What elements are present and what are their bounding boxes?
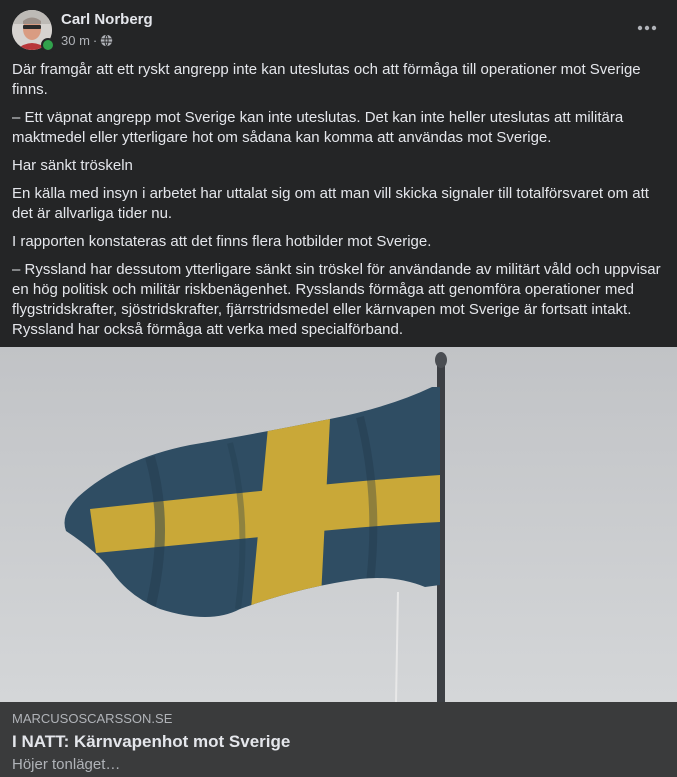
link-description: Höjer tonläget…	[12, 756, 121, 773]
author-name[interactable]: Carl Norberg	[61, 11, 153, 28]
more-options-button[interactable]	[629, 10, 665, 46]
post-timestamp[interactable]: 30 m	[61, 33, 90, 48]
link-domain: MARCUSOSCARSSON.SE	[12, 711, 173, 726]
online-status-dot	[41, 38, 55, 52]
post-paragraph: – Ett väpnat angrepp mot Sverige kan inte uteslutas. Det kan inte heller uteslutas att militära maktmedel eller ytterligare hot om sådana kan komma att användas mot Sverige.	[12, 109, 624, 146]
post-header	[0, 0, 677, 56]
post-meta	[61, 33, 113, 48]
link-title[interactable]: I NATT: Kärnvapenhot mot Sverige	[12, 732, 291, 751]
post-paragraph: Där framgår att ett ryskt angrepp inte kan uteslutas och att förmåga till operationer mot Sverige finns.	[12, 61, 641, 98]
globe-icon[interactable]	[100, 34, 113, 47]
post-paragraph: Har sänkt tröskeln	[12, 157, 133, 174]
post-paragraph: En källa med insyn i arbetet har uttalat sig om att man vill skicka signaler till totalförsvaret om att det är allvarliga tider nu.	[12, 185, 649, 222]
link-preview-image[interactable]	[0, 347, 677, 702]
post-paragraph: – Ryssland har dessutom ytterligare sänkt sin tröskel för användande av militärt våld och uppvisar en hög politisk och militär riskbenägenhet. Rysslands förmåga att genomföra operationer med flygstridskrafter, sjöstridskrafter, fjärrstridsmedel eller kärnvapen mot Sverige är fortsatt intakt. Ryssland har också förmåga att verka med specialförband.	[12, 261, 661, 338]
more-horizontal-icon	[637, 25, 657, 31]
post-body	[0, 56, 677, 340]
meta-separator: ·	[92, 33, 98, 48]
swedish-flag-image	[0, 347, 677, 702]
post-paragraph: I rapporten konstateras att det finns flera hotbilder mot Sverige.	[12, 233, 432, 250]
link-preview-card[interactable]	[0, 702, 677, 777]
